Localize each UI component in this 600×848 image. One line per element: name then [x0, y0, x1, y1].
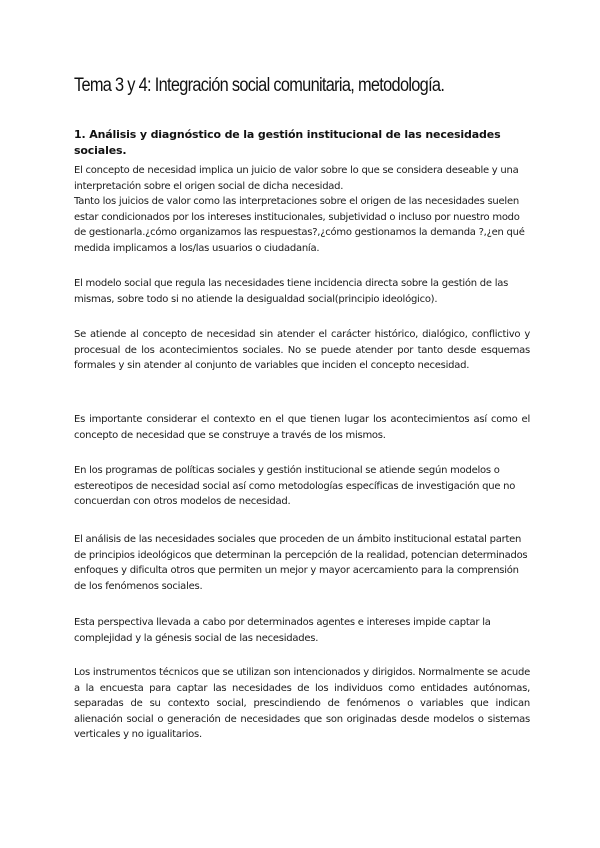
page-title: Tema 3 y 4: Integración social comunitaria, metodología.: [74, 75, 445, 96]
paragraph-7: El análisis de las necesidades sociales que proceden de un ámbito institucional estatal parten de principios ideológicos que determinan la percepción de la realidad, potencian determinados enfoques y dificulta otros que permiten un mejor y mayor acercamiento para la comprensión de los fenómenos sociales.: [74, 534, 528, 592]
paragraph-8: Esta perspectiva llevada a cabo por determinados agentes e intereses impide captar la complejidad y la génesis social de las necesidades.: [74, 617, 491, 644]
paragraph-6: En los programas de políticas sociales y gestión institucional se atiende según modelos o estereotipos de necesidad social así como metodologías específicas de investigación que no concuerdan con otros modelos de necesidad.: [74, 465, 516, 507]
paragraph-9: Los instrumentos técnicos que se utilizan son intencionados y dirigidos. Normalmente se acude a la encuesta para captar las necesidades de los individuos como entidades autónomas, separadas de su contexto social, prescindiendo de fenómenos o variables que indican alienación social o generación de necesidades que son originadas desde modelos o sistemas verticales y no igualitarios.: [74, 667, 530, 740]
section-heading: 1. Análisis y diagnóstico de la gestión institucional de las necesidades sociales.: [74, 128, 501, 157]
paragraph-1: El concepto de necesidad implica un juicio de valor sobre lo que se considera deseable y una interpretación sobre el origen social de dicha necesidad.: [74, 165, 519, 192]
paragraph-3: El modelo social que regula las necesidades tiene incidencia directa sobre la gestión de las mismas, sobre todo si no atiende la desigualdad social(principio ideológico).: [74, 278, 509, 305]
paragraph-5: Es importante considerar el contexto en el que tienen lugar los acontecimientos así como el concepto de necesidad que se construye a través de los mismos.: [74, 414, 530, 441]
paragraph-4: Se atiende al concepto de necesidad sin atender el carácter histórico, dialógico, conflictivo y procesual de los acontecimientos sociales. No se puede atender por tanto desde esquemas formales y sin atender al conjunto de variables que inciden el concepto necesidad.: [74, 329, 530, 371]
paragraph-2: Tanto los juicios de valor como las interpretaciones sobre el origen de las necesidades suelen estar condicionados por los intereses institucionales, subjetividad o incluso por nuestro modo de gestionarla.¿cómo organizamos las respuestas?,¿cómo gestionamos la demanda ?,¿en qué medida implicamos a los/las usuarios o ciudadanía.: [74, 196, 525, 254]
